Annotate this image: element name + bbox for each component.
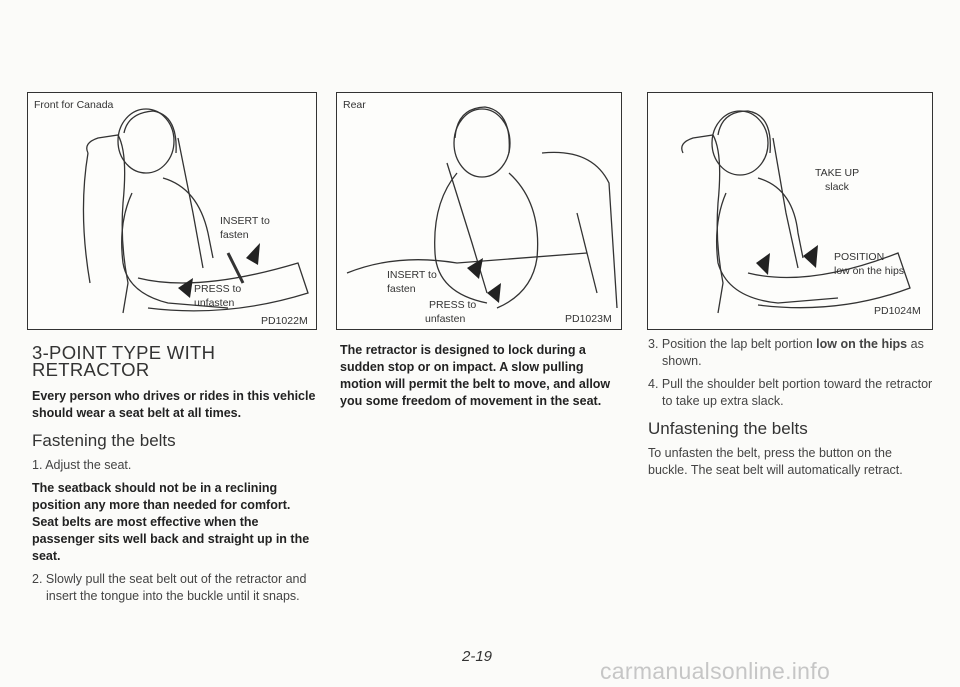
middle-column <box>340 342 624 416</box>
step-1: 1. Adjust the seat. <box>32 458 132 472</box>
insert-label: INSERT to <box>220 215 270 227</box>
low-on-hips-label: low on the hips <box>834 265 905 277</box>
seatbelt-illustration-rear <box>337 93 622 330</box>
figure-code: PD1024M <box>874 305 921 317</box>
subheading-unfastening: Unfastening the belts <box>648 419 808 438</box>
press-label: PRESS to <box>429 299 477 311</box>
seatback-warning: The seatback should not be in a reclining position any more than needed for comfort. Seat belts are most effective when the passenger sits well back and straight up in the seat. <box>32 481 310 563</box>
retractor-note: The retractor is designed to lock during a sudden stop or on impact. A slow pulling motion will permit the belt to move, and allow you some freedom of movement in the seat. <box>340 343 611 408</box>
position-label: POSITION <box>834 251 885 263</box>
section-heading: 3-POINT TYPE WITH RETRACTOR <box>32 342 216 380</box>
figure-code: PD1022M <box>261 315 308 327</box>
step-4: 4. Pull the shoulder belt portion toward the retractor to take up extra slack. <box>648 377 933 408</box>
unfasten-label: unfasten <box>194 297 235 309</box>
emphasis-low-on-hips: low on the hips <box>816 337 908 351</box>
figure-title: Rear <box>343 99 366 111</box>
seatbelt-illustration-front <box>28 93 317 330</box>
press-label: PRESS to <box>194 283 242 295</box>
slack-label: slack <box>825 181 849 193</box>
right-column <box>648 336 934 485</box>
seatbelt-illustration-position <box>648 93 933 330</box>
figure-rear <box>336 92 622 330</box>
page-number: 2-19 <box>462 648 493 665</box>
figure-title: Front for Canada <box>34 99 114 111</box>
figure-front-canada <box>27 92 317 330</box>
take-up-label: TAKE UP <box>815 167 860 179</box>
fasten-label: fasten <box>220 229 249 241</box>
step-3: 3. Position the lap belt portion low on the hips as shown. <box>648 337 924 368</box>
subheading-fastening: Fastening the belts <box>32 431 176 450</box>
unfasten-label: unfasten <box>425 313 466 325</box>
left-column <box>32 344 320 611</box>
fasten-label: fasten <box>387 283 416 295</box>
step-2: 2. Slowly pull the seat belt out of the retractor and insert the tongue into the buckle until it snaps. <box>32 572 307 603</box>
insert-label: INSERT to <box>387 269 437 281</box>
unfasten-paragraph: To unfasten the belt, press the button on the buckle. The seat belt will automatically retract. <box>648 446 903 477</box>
figure-code: PD1023M <box>565 313 612 325</box>
watermark: carmanualsonline.info <box>600 658 831 684</box>
figure-lap-belt <box>647 92 933 330</box>
warning-text: Every person who drives or rides in this vehicle should wear a seat belt at all times. <box>32 389 316 420</box>
